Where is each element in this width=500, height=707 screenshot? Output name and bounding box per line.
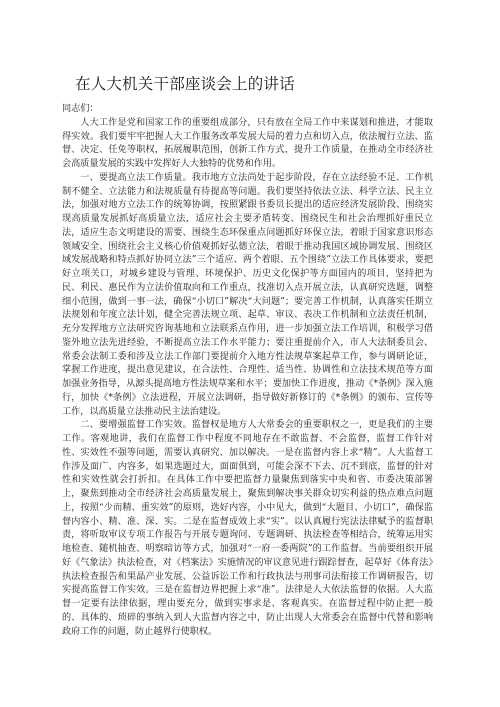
- document-title: 在人大机关干部座谈会上的讲话: [75, 75, 295, 93]
- paragraph-legislation: 一、要提高立法工作质量。我市地方立法尚处于起步阶段，存在立法经验不足、工作机制不健全、立法能力和法规质量有待提高等问题。我们要坚持依法立法、科学立法、民主立法，加强对地方立法工作的统筹协调，按照紧跟书委员长提出的适应经济发展阶段、围绕实现高质量发展抓好高质量立法，适应社会主要矛盾转变、围绕民生和社会治理抓好重民立法，适应生态文明建设的需要、围绕生态环保重点问题抓好环保立法，着眼于国家意识形态领域安全、围绕社会主义核心价值观抓好弘德立法，着眼于推动我国区域协调发展、围绕区域发展战略和特点抓好协同立法”三个适应、两个着眼、五个围绕”立法工作具体要求，要把好立项关口，对城乡建设与管理、环境保护、历史文化保护等方面国内的项目，坚持把为民、利民、惠民作为立法价值取向和工作重点，找准切入点开展立法，认真研究选题，调整细小范围，做到一事一法，确保“小切口”解决“大问题”；要完善工作机制，认真落实任期立法规划和年度立法计划，健全完善法规立项、起草、审议、表决工作机制和立法责任机制，充分发挥地方立法研究咨询基地和立法联系点作用，进一步加强立法工作培训，积极学习借鉴外地立法先进经验，不断提高立法工作水平能力；要注重提前介入，市人大法制委员会、常委会法制工委和涉及立法工作部门要提前介入地方性法规草案起草工作，参与调研论证，掌握工作进度，提出意见建议，在合法性、合理性、适当性、协调性和立法技术规范等方面加强业务指导，从源头提高地方性法规草案和水平；要加快工作进度，推动《*条例》深入施行，加快《*条例》立法进程，开展立法调研，指导做好新修订的《*条例》的颁布、宣传等工作，以高质量立法推动民主法治建设。: [62, 172, 433, 417]
- paragraph-intro: 人大工作是党和国家工作的重要组成部分，只有放在全局工作中来谋划和推进，才能取得实效。我们要牢牢把握人大工作服务改革发展大局的着力点和切入点，依法履行立法、监督、决定、任免等职权，拓展履职范围，创新工作方式，提升工作质量，在推动全市经济社会高质量发展的实践中发挥好人大独特的优势和作用。: [62, 117, 433, 169]
- salutation: 同志们：: [62, 104, 99, 114]
- document-body: [62, 103, 433, 639]
- paragraph-supervision: 二、要增强监督工作实效。监督权是地方人大常委会的重要职权之一，更是我们的主要工作。客观地讲，我们在监督工作中程度不同地存在不敢监督、不会监督，监督工作针对性、实效性不强等问题，需要认真研究、加以解决。一是在监督内容上求“精”。人大监督工作涉及面广、内容多，如果选题过大，面面俱到，可能会深不下去、沉不到底，监督的针对性和实效性就会打折扣。在具体工作中要把监督力量聚焦到落实中央和省、市委决策部署上，聚焦到推动全市经济社会高质量发展上，聚焦到解决事关群众切实利益的热点难点问题上，按照“少而精、重实效”的原则，选好内容，小中见大，做到“大题目、小切口”，确保监督内容小、精、准、深、实。二是在监督成效上求“实”。以认真履行宪法法律赋予的监督职责，将听取审议专项工作报告与开展专题询问、专题调研、执法检查等相结合，统筹运用实地检查、随机抽查、明察暗访等方式，加强对“一府一委两院”的工作监督。当前要组织开展好《气象法》执法检查，对《档案法》实施情况的审议意见进行跟踪督查，起草好《体育法》执法检查报告和果晶产业发展、公益诉讼工作和行政执法与刑事司法衔接工作调研报告，切实提高监督工作实效。三是在监督边界把握上求“准”。法律是人大依法监督的依据。人大监督一定要有法律依据，理由要充分，做到实事求是、客观真实。在监督过程中防止把一般的、具体的、琐碎的事纳入到人大监督内容之中，防止出现人大常委会在监督中代替和影响政府工作的问题，防止越界行使职权。: [62, 420, 433, 637]
